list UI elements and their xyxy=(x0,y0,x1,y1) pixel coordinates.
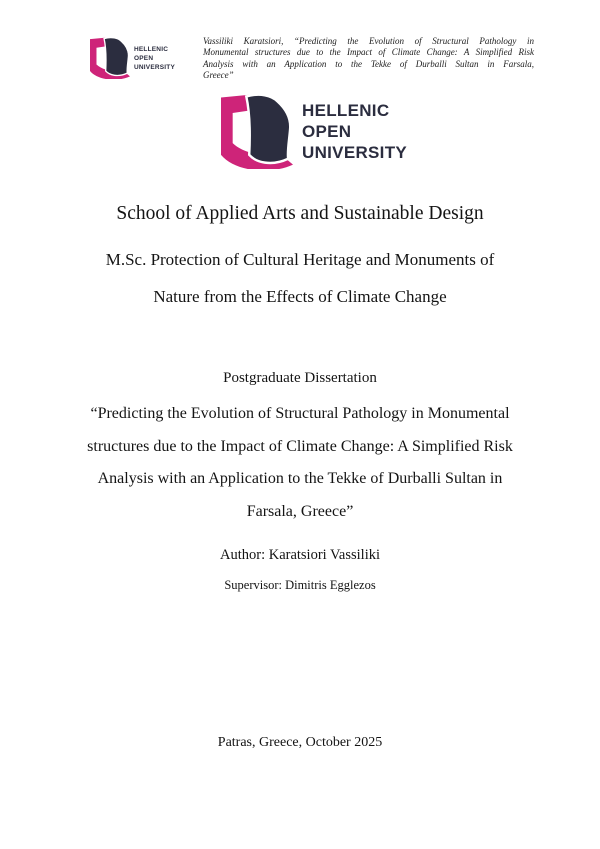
citation-line-3: Analysis with an Application to the Tekke of Durballi Sultan in Farsala, xyxy=(203,58,534,69)
program-line-2: Nature from the Effects of Climate Change xyxy=(153,287,447,306)
document-type-label: Postgraduate Dissertation xyxy=(223,370,377,386)
logo-word-hellenic: HELLENIC xyxy=(302,101,390,120)
logo-word-open: OPEN xyxy=(302,122,352,141)
header-citation xyxy=(203,36,534,81)
hou-open-book-icon xyxy=(221,94,293,169)
title-line-4: Farsala, Greece” xyxy=(246,502,354,520)
location-date-line: Patras, Greece, October 2025 xyxy=(217,735,383,750)
hou-logo-main xyxy=(221,94,407,169)
hou-open-book-icon xyxy=(90,37,130,79)
title-line-1: “Predicting the Evolution of Structural Pathology in Monumental xyxy=(90,405,510,422)
author-line: Author: Karatsiori Vassiliki xyxy=(219,547,381,563)
supervisor-line: Supervisor: Dimitris Egglezos xyxy=(224,578,376,592)
hou-logo-small xyxy=(90,37,175,79)
logo-word-open: OPEN xyxy=(134,54,154,62)
citation-line-4: Greece” xyxy=(203,69,234,80)
dissertation-title xyxy=(0,398,600,528)
logo-word-university: UNIVERSITY xyxy=(302,143,408,162)
school-title: School of Applied Arts and Sustainable Design xyxy=(116,203,484,224)
program-title xyxy=(0,241,600,315)
hou-logo-main-text xyxy=(302,100,407,163)
title-line-2: structures due to the Impact of Climate Change: A Simplified Risk xyxy=(87,437,513,455)
program-line-1: M.Sc. Protection of Cultural Heritage and Monuments of xyxy=(105,250,495,269)
citation-line-1: Vassiliki Karatsiori, “Predicting the Evolution of Structural Pathology in xyxy=(203,36,534,46)
citation-line-2: Monumental structures due to the Impact of Climate Change: A Simplified Risk xyxy=(203,47,534,58)
hou-logo-small-text xyxy=(134,45,175,72)
logo-word-university: UNIVERSITY xyxy=(134,63,176,71)
title-line-3: Analysis with an Application to the Tekke of Durballi Sultan in xyxy=(97,470,503,487)
logo-word-hellenic: HELLENIC xyxy=(134,45,169,53)
